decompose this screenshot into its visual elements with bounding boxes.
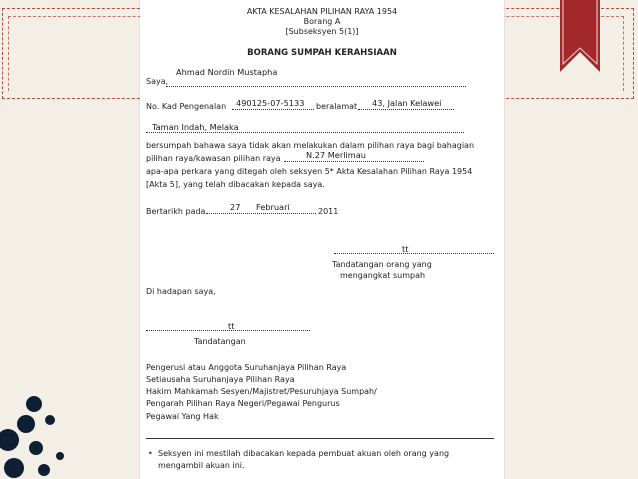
bookmark-ribbon-icon [560,0,600,72]
signature-mark-2: tt [228,321,235,331]
footnote-line-1: Seksyen ini mestilah dibacakan kepada pembuat akuan oleh orang yang [158,449,450,458]
footnote-line-2: mengambil akuan ini. [158,461,245,470]
address-label: beralamat [316,102,358,111]
name-line [166,86,466,87]
date-month: Februari [256,202,290,212]
signature-mark-1: tt [402,244,409,254]
officer-title-5: Pegawai Yang Hak [146,412,219,421]
constituency-value: N.27 Merlimau [306,150,366,160]
constituency-line [284,161,424,162]
name-value: Ahmad Nordin Mustapha [176,67,278,77]
form-document [140,0,504,479]
address-value-2: Taman Indah, Melaka [152,122,239,132]
address-value-1: 43, Jalan Kelawei [372,98,442,108]
form-title: BORANG SUMPAH KERAHSIAAN [247,48,397,58]
before-me-label: Di hadapan saya, [146,287,216,296]
oath-taker-signature-label-1: Tandatangan orang yang [332,260,432,269]
oath-line-3: apa-apa perkara yang ditegah oleh seksyen 5* Akta Kesalahan Pilihan Raya 1954 [146,167,473,176]
officer-title-1: Pengerusi atau Anggota Suruhanjaya Pilihan Raya [146,363,347,372]
address-line-1 [358,109,454,110]
form-number: Borang A [303,17,341,26]
dated-label: Bertarikh pada [146,207,206,216]
oath-line-2-prefix: pilihan raya/kawasan pilihan raya [146,154,281,163]
date-day: 27 [230,202,241,212]
footnote-divider [146,438,494,439]
date-year: 2011 [318,207,339,216]
ic-value: 490125-07-5133 [236,98,305,108]
officer-signature-line [146,330,310,331]
address-line-2 [146,132,464,133]
signature-label: Tandatangan [194,337,246,346]
ic-label: No. Kad Pengenalan [146,102,227,111]
oath-taker-signature-label-2: mengangkat sumpah [340,271,426,280]
act-heading: AKTA KESALAHAN PILIHAN RAYA 1954 [246,7,398,16]
oath-line-4: [Akta 5], yang telah dibacakan kepada saya. [146,180,325,189]
officer-title-4: Pengarah Pilihan Raya Negeri/Pegawai Pengurus [146,399,340,408]
oath-line-1: bersumpah bahawa saya tidak akan melakukan dalam pilihan raya bagi bahagian [146,141,475,150]
oath-taker-signature-line [334,253,494,254]
officer-title-2: Setiausaha Suruhanjaya Pilihan Raya [146,375,295,384]
footnote-bullet-icon: • [148,449,153,458]
date-line [206,213,316,214]
subsection-reference: [Subseksyen 5(1)] [285,27,359,36]
officer-title-3: Hakim Mahkamah Sesyen/Majistret/Pesuruhjaya Sumpah/ [146,387,377,396]
saya-label: Saya, [146,77,169,86]
decorative-dots-icon [0,390,70,479]
ic-line [232,109,314,110]
